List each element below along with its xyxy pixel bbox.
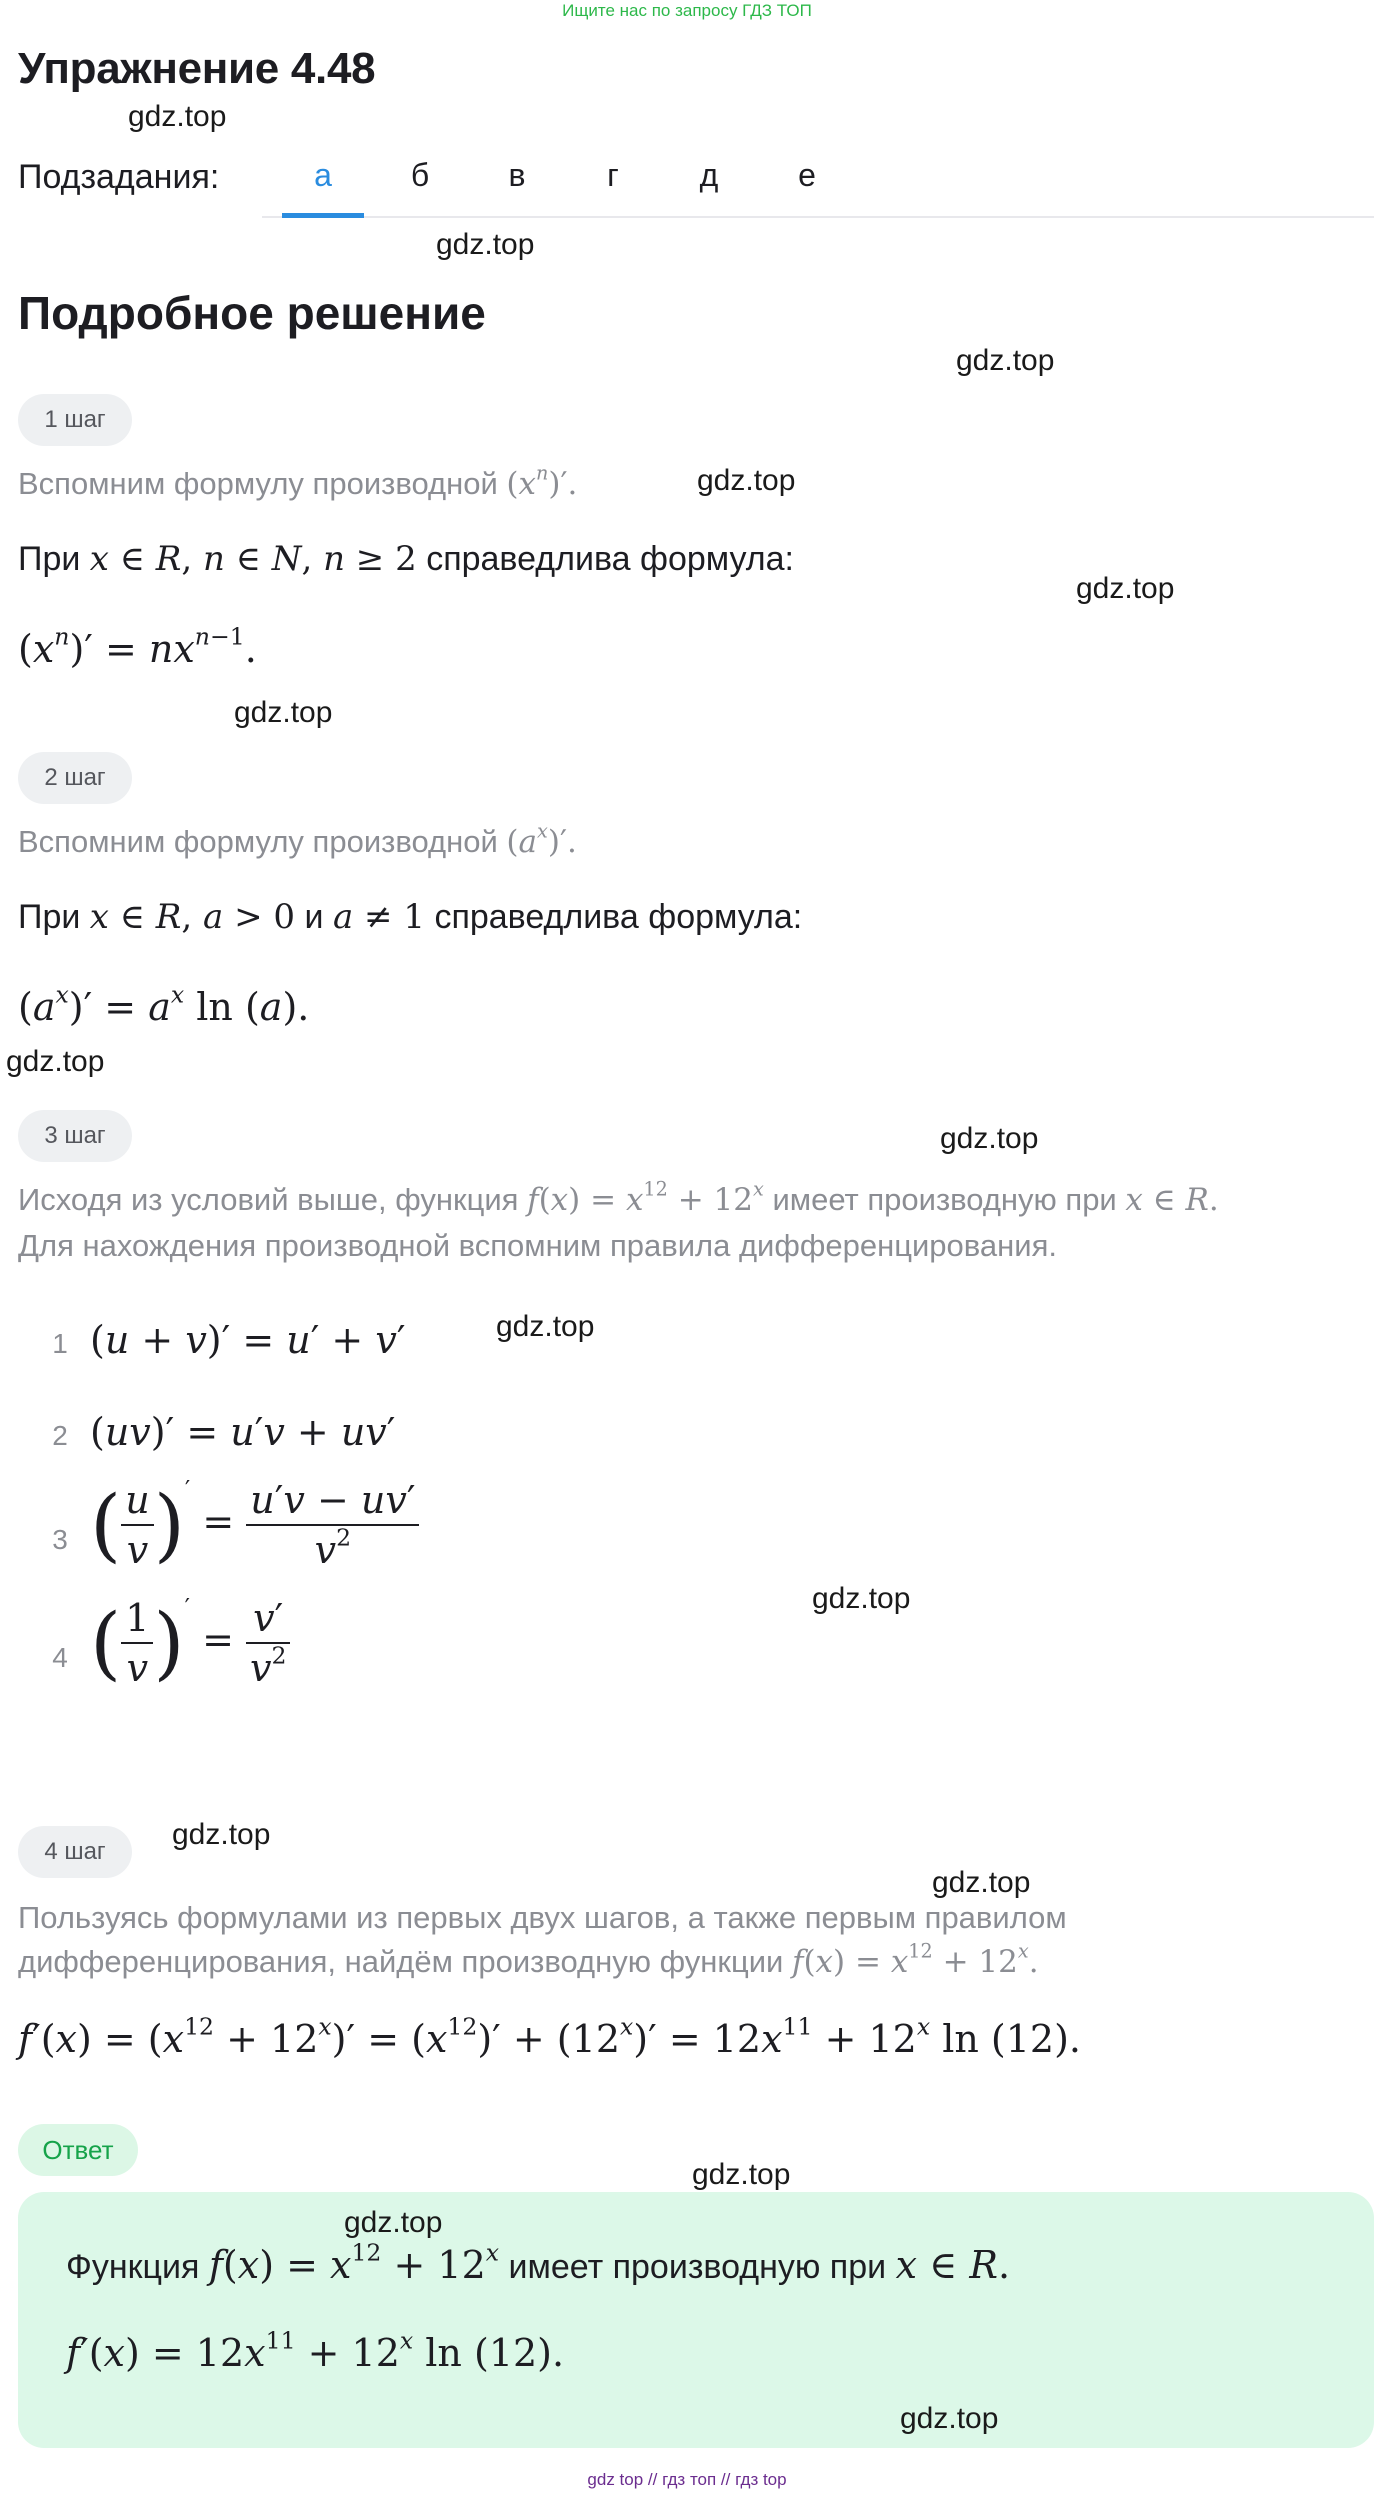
- subtasks-tabs: [262, 150, 1374, 218]
- watermark: gdz.top: [128, 100, 227, 133]
- step-1-intro-text: Вспомним формулу производной: [18, 466, 498, 501]
- rule-3-expression: ( $\frac{u}{v}$ )′ = $\frac{u'v - uv'}{v^2}$: [90, 1476, 419, 1574]
- tab-v[interactable]: в: [508, 157, 526, 193]
- watermark: gdz.top: [697, 464, 796, 497]
- watermark: gdz.top: [1076, 572, 1175, 605]
- step-4-line-2: дифференцирования, найдём производную функции $f(x) = x^{12} + 12^x$.: [18, 1939, 1039, 1980]
- watermark: gdz.top: [940, 1122, 1039, 1155]
- step-2-intro-text: Вспомним формулу производной: [18, 824, 498, 859]
- watermark: gdz.top: [6, 1045, 105, 1078]
- answer-box: [18, 2192, 1374, 2448]
- page-title: Упражнение 4.48: [18, 44, 376, 93]
- step-4-badge: 4 шаг: [18, 1826, 132, 1878]
- step-2-condition-prefix: При: [18, 898, 81, 936]
- watermark: gdz.top: [496, 1310, 595, 1343]
- answer-line-1-middle: имеет производную при: [508, 2248, 887, 2286]
- section-title: Подробное решение: [18, 287, 486, 339]
- step-2-badge: 2 шаг: [18, 752, 132, 804]
- step-2-condition-and: и: [304, 898, 324, 936]
- rule-4-number: 4: [52, 1642, 68, 1673]
- watermark: gdz.top: [344, 2206, 443, 2239]
- rule-2-number: 2: [52, 1420, 68, 1451]
- watermark: gdz.top: [932, 1866, 1031, 1899]
- step-3-badge: 3 шаг: [18, 1110, 132, 1162]
- watermark: gdz.top: [956, 344, 1055, 377]
- answer-formula: $f'(x) = 12x^{11} + 12^x$ ln (12).: [66, 2326, 565, 2375]
- watermark: gdz.top: [692, 2158, 791, 2191]
- step-3-line-2: Для нахождения производной вспомним правила дифференцирования.: [18, 1228, 1057, 1263]
- rule-4-expression: ( $\frac{1}{v}$ )′ = $\frac{v'}{v^2}$: [90, 1594, 290, 1692]
- step-2-condition-suffix: справедлива формула:: [434, 898, 803, 936]
- answer-badge: Ответ: [18, 2124, 138, 2176]
- step-2-intro: Вспомним формулу производной $(a^x)'$.: [18, 819, 577, 860]
- answer-line-1-prefix: Функция: [66, 2248, 200, 2286]
- step-1-formula: $(x^n)' = nx^{n-1}$.: [18, 622, 257, 671]
- step-3-line-1: Исходя из условий выше, функция $f(x) = x^{12} + 12^x$ имеет производную при x ∈ R.: [18, 1177, 1219, 1218]
- step-4-line-1: Пользуясь формулами из первых двух шагов, а также первым правилом: [18, 1900, 1067, 1935]
- watermark: gdz.top: [234, 696, 333, 729]
- step-1-badge: 1 шаг: [18, 394, 132, 446]
- step-1-condition: При x ∈ R, n ∈ N, n ≥ 2 справедлива формула:: [18, 539, 794, 579]
- top-banner: Ищите нас по запросу ГДЗ ТОП: [562, 1, 812, 20]
- rule-3-number: 3: [52, 1524, 68, 1555]
- step-2-condition: При x ∈ R, a > 0 и a ≠ 1 справедлива формула:: [18, 897, 803, 937]
- tab-d[interactable]: д: [699, 157, 719, 193]
- rule-1-expression: (u + v)′ = u′ + v′: [90, 1318, 406, 1362]
- tab-e[interactable]: е: [798, 157, 816, 193]
- watermark: gdz.top: [812, 1582, 911, 1615]
- tab-b[interactable]: б: [410, 157, 430, 193]
- step-1-condition-prefix: При: [18, 540, 81, 578]
- step-1-intro: Вспомним формулу производной $(x^n)'$.: [18, 461, 578, 502]
- step-4-line-2-prefix: дифференцирования, найдём производную функции: [18, 1944, 784, 1979]
- step-1-condition-suffix: справедлива формула:: [426, 540, 794, 578]
- tab-a[interactable]: а: [282, 150, 364, 218]
- step-3-line-1-prefix: Исходя из условий выше, функция: [18, 1182, 519, 1217]
- step-2-formula: $(a^x)' = a^x$ ln (a).: [18, 980, 310, 1029]
- rule-2-expression: (uv)′ = u′v + uv′: [90, 1410, 396, 1454]
- subtasks-row: [18, 150, 1374, 218]
- footer-links[interactable]: gdz top // гдз топ // гдз top: [587, 2470, 787, 2489]
- tab-g[interactable]: г: [607, 157, 619, 193]
- step-3-line-1-middle: имеет производную при: [772, 1182, 1117, 1217]
- watermark: gdz.top: [172, 1818, 271, 1851]
- rule-1-number: 1: [52, 1328, 68, 1359]
- answer-line-1: Функция $f(x) = x^{12} + 12^x$ имеет производную при x ∈ R.: [66, 2238, 1011, 2287]
- subtasks-label: Подзадания:: [18, 158, 220, 196]
- watermark: gdz.top: [900, 2402, 999, 2435]
- watermark: gdz.top: [436, 228, 535, 261]
- step-4-formula: $f'(x) = (x^{12} + 12^x)' = (x^{12})' + (12^x)' = 12x^{11} + 12^x$ ln (12).: [18, 2012, 1082, 2061]
